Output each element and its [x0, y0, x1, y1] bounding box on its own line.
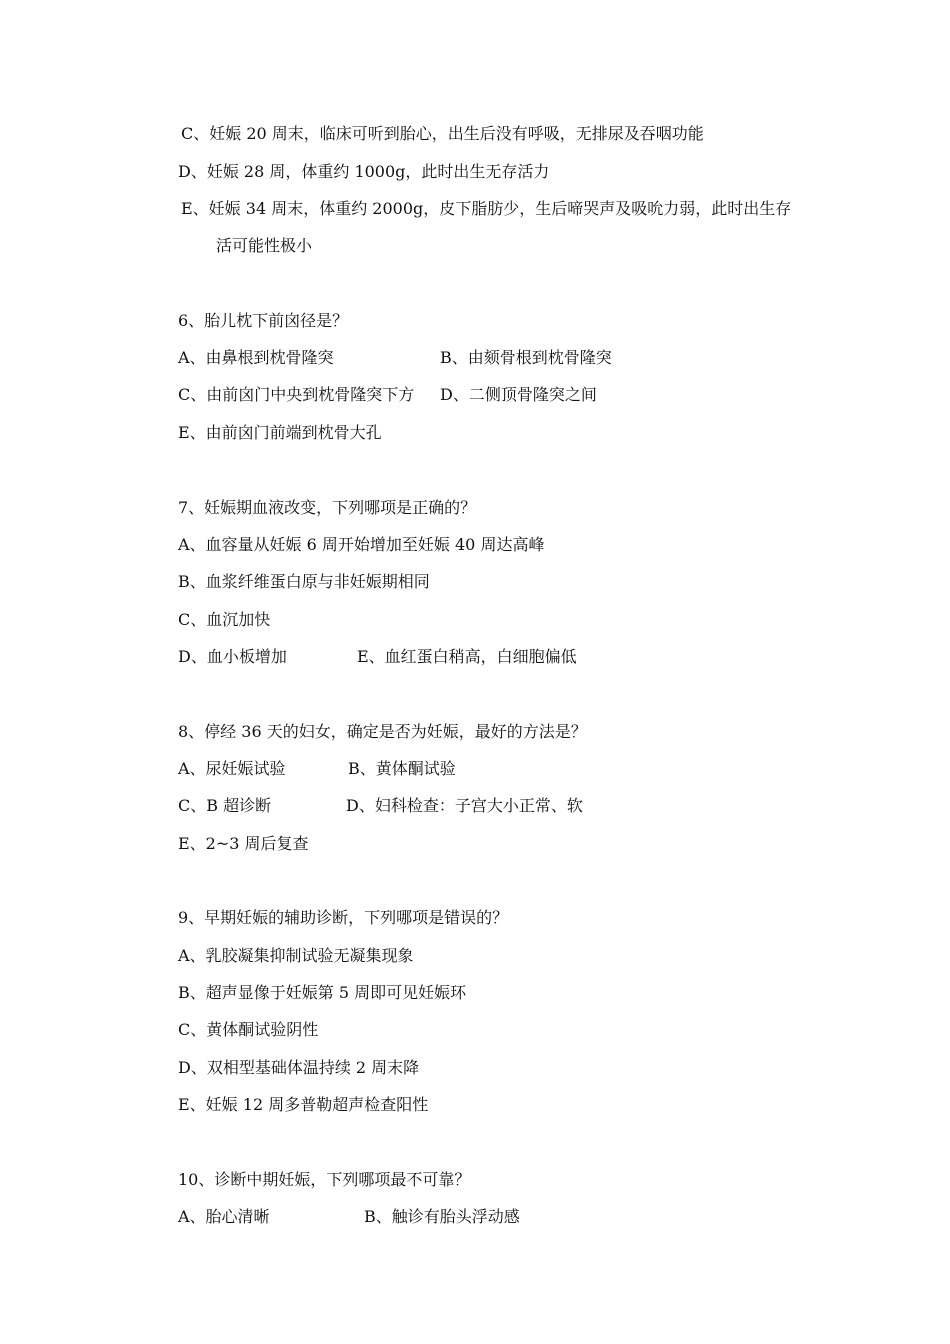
q6-option-a: A、由鼻根到枕骨隆突: [178, 348, 334, 367]
q5-option-e-continued: 活可能性极小: [216, 236, 313, 255]
q8-question: 8、停经 36 天的妇女，确定是否为妊娠，最好的方法是？: [178, 722, 587, 741]
q9-option-b: B、超声显像于妊娠第 5 周即可见妊娠环: [178, 983, 467, 1002]
q9-option-e: E、妊娠 12 周多普勒超声检查阳性: [178, 1095, 429, 1114]
q7-question: 7、妊娠期血液改变，下列哪项是正确的？: [178, 498, 477, 517]
q6-question: 6、胎儿枕下前囟径是？: [178, 311, 349, 330]
q7-option-e: E、血红蛋白稍高，白细胞偏低: [357, 647, 577, 666]
q7-option-a: A、血容量从妊娠 6 周开始增加至妊娠 40 周达高峰: [178, 535, 545, 554]
q8-option-a: A、尿妊娠试验: [178, 759, 286, 778]
q9-option-d: D、双相型基础体温持续 2 周末降: [178, 1058, 420, 1077]
q6-option-e: E、由前囟门前端到枕骨大孔: [178, 423, 382, 442]
q10-question: 10、诊断中期妊娠，下列哪项最不可靠？: [178, 1170, 471, 1189]
q9-option-a: A、乳胶凝集抑制试验无凝集现象: [178, 946, 414, 965]
q10-option-a: A、胎心清晰: [178, 1207, 270, 1226]
q5-option-e: E、妊娠 34 周末，体重约 2000g，皮下脂肪少，生后啼哭声及吸吮力弱，此时出生存: [181, 199, 792, 218]
q5-option-c: C、妊娠 20 周末，临床可听到胎心，出生后没有呼吸，无排尿及吞咽功能: [181, 124, 704, 143]
q6-option-d: D、二侧顶骨隆突之间: [440, 385, 597, 404]
q6-option-c: C、由前囟门中央到枕骨隆突下方: [178, 385, 415, 404]
q8-option-e: E、2~3 周后复查: [178, 834, 309, 853]
q9-option-c: C、黄体酮试验阴性: [178, 1020, 319, 1039]
q8-option-b: B、黄体酮试验: [348, 759, 456, 778]
q8-option-d: D、妇科检查：子宫大小正常、软: [346, 796, 583, 815]
q7-option-b: B、血浆纤维蛋白原与非妊娠期相同: [178, 572, 430, 591]
q8-option-c: C、B 超诊断: [178, 796, 272, 815]
q7-option-c: C、血沉加快: [178, 610, 271, 629]
q5-option-d: D、妊娠 28 周，体重约 1000g，此时出生无存活力: [178, 162, 550, 181]
q10-option-b: B、触诊有胎头浮动感: [364, 1207, 520, 1226]
q7-option-d: D、血小板增加: [178, 647, 287, 666]
q6-option-b: B、由颏骨根到枕骨隆突: [440, 348, 612, 367]
q9-question: 9、早期妊娠的辅助诊断，下列哪项是错误的？: [178, 908, 509, 927]
